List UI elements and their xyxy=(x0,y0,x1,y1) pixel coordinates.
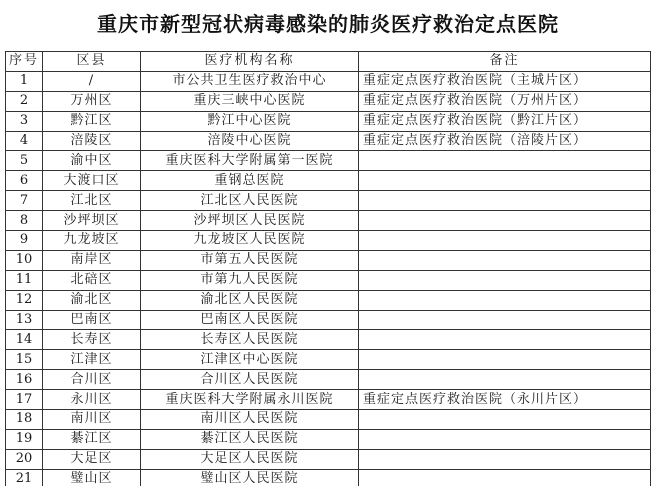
cell-district: / xyxy=(43,71,141,91)
cell-no: 15 xyxy=(6,350,43,370)
table-row xyxy=(6,330,651,350)
cell-district: 涪陵区 xyxy=(43,131,141,151)
cell-note xyxy=(359,310,651,330)
cell-note xyxy=(359,350,651,370)
cell-no: 8 xyxy=(6,211,43,231)
cell-hospital: 重庆医科大学附属第一医院 xyxy=(141,151,359,171)
table-row xyxy=(6,131,651,151)
cell-hospital: 重庆三峡中心医院 xyxy=(141,91,359,111)
cell-hospital: 涪陵中心医院 xyxy=(141,131,359,151)
cell-no: 5 xyxy=(6,151,43,171)
cell-district: 大足区 xyxy=(43,449,141,469)
table-row xyxy=(6,111,651,131)
document-title: 重庆市新型冠状病毒感染的肺炎医疗救治定点医院 xyxy=(97,12,559,36)
header-note: 备注 xyxy=(359,52,651,72)
cell-note xyxy=(359,330,651,350)
table-row xyxy=(6,290,651,310)
cell-hospital: 渝北区人民医院 xyxy=(141,290,359,310)
table-row xyxy=(6,71,651,91)
cell-no: 1 xyxy=(6,71,43,91)
table-row xyxy=(6,270,651,290)
table-row xyxy=(6,171,651,191)
cell-hospital: 江北区人民医院 xyxy=(141,191,359,211)
cell-district: 合川区 xyxy=(43,370,141,390)
cell-district: 渝中区 xyxy=(43,151,141,171)
cell-hospital: 沙坪坝区人民医院 xyxy=(141,211,359,231)
cell-no: 21 xyxy=(6,469,43,486)
cell-note xyxy=(359,449,651,469)
table-row xyxy=(6,191,651,211)
cell-hospital: 大足区人民医院 xyxy=(141,449,359,469)
table-row xyxy=(6,410,651,430)
cell-district: 沙坪坝区 xyxy=(43,211,141,231)
cell-note xyxy=(359,231,651,251)
cell-district: 北碚区 xyxy=(43,270,141,290)
hospital-table xyxy=(5,51,651,486)
table-row xyxy=(6,429,651,449)
cell-hospital: 市第五人民医院 xyxy=(141,250,359,270)
table-row xyxy=(6,350,651,370)
cell-hospital: 市第九人民医院 xyxy=(141,270,359,290)
table-row xyxy=(6,469,651,486)
table-row xyxy=(6,449,651,469)
cell-hospital: 重钢总医院 xyxy=(141,171,359,191)
cell-note: 重症定点医疗救治医院（黔江片区） xyxy=(359,111,651,131)
table-row xyxy=(6,370,651,390)
cell-no: 18 xyxy=(6,410,43,430)
cell-district: 巴南区 xyxy=(43,310,141,330)
cell-district: 黔江区 xyxy=(43,111,141,131)
cell-note xyxy=(359,211,651,231)
cell-district: 大渡口区 xyxy=(43,171,141,191)
cell-hospital: 重庆医科大学附属永川医院 xyxy=(141,390,359,410)
cell-district: 南川区 xyxy=(43,410,141,430)
table-row xyxy=(6,151,651,171)
cell-no: 16 xyxy=(6,370,43,390)
table-body xyxy=(6,71,651,486)
cell-no: 6 xyxy=(6,171,43,191)
cell-hospital: 南川区人民医院 xyxy=(141,410,359,430)
table-row xyxy=(6,250,651,270)
cell-district: 九龙坡区 xyxy=(43,231,141,251)
cell-no: 3 xyxy=(6,111,43,131)
table-header-row xyxy=(6,52,651,72)
header-no: 序号 xyxy=(6,52,43,72)
cell-no: 11 xyxy=(6,270,43,290)
cell-hospital: 綦江区人民医院 xyxy=(141,429,359,449)
cell-district: 江津区 xyxy=(43,350,141,370)
cell-no: 17 xyxy=(6,390,43,410)
header-district: 区县 xyxy=(43,52,141,72)
cell-note xyxy=(359,151,651,171)
cell-district: 长寿区 xyxy=(43,330,141,350)
cell-note xyxy=(359,171,651,191)
cell-note xyxy=(359,270,651,290)
cell-hospital: 巴南区人民医院 xyxy=(141,310,359,330)
cell-note xyxy=(359,290,651,310)
cell-district: 南岸区 xyxy=(43,250,141,270)
cell-hospital: 合川区人民医院 xyxy=(141,370,359,390)
cell-note xyxy=(359,429,651,449)
cell-no: 13 xyxy=(6,310,43,330)
cell-no: 14 xyxy=(6,330,43,350)
cell-no: 7 xyxy=(6,191,43,211)
cell-note xyxy=(359,250,651,270)
cell-no: 9 xyxy=(6,231,43,251)
cell-no: 19 xyxy=(6,429,43,449)
table-row xyxy=(6,310,651,330)
cell-hospital: 九龙坡区人民医院 xyxy=(141,231,359,251)
header-hospital: 医疗机构名称 xyxy=(141,52,359,72)
cell-note xyxy=(359,410,651,430)
cell-note: 重症定点医疗救治医院（主城片区） xyxy=(359,71,651,91)
cell-note: 重症定点医疗救治医院（涪陵片区） xyxy=(359,131,651,151)
cell-note: 重症定点医疗救治医院（万州片区） xyxy=(359,91,651,111)
cell-no: 2 xyxy=(6,91,43,111)
cell-district: 璧山区 xyxy=(43,469,141,486)
table-row xyxy=(6,390,651,410)
cell-hospital: 市公共卫生医疗救治中心 xyxy=(141,71,359,91)
cell-district: 渝北区 xyxy=(43,290,141,310)
cell-district: 綦江区 xyxy=(43,429,141,449)
cell-no: 20 xyxy=(6,449,43,469)
table-row xyxy=(6,231,651,251)
cell-district: 万州区 xyxy=(43,91,141,111)
cell-hospital: 璧山区人民医院 xyxy=(141,469,359,486)
cell-hospital: 长寿区人民医院 xyxy=(141,330,359,350)
cell-note xyxy=(359,191,651,211)
cell-note xyxy=(359,370,651,390)
cell-hospital: 黔江中心医院 xyxy=(141,111,359,131)
cell-district: 永川区 xyxy=(43,390,141,410)
cell-no: 4 xyxy=(6,131,43,151)
cell-district: 江北区 xyxy=(43,191,141,211)
cell-no: 12 xyxy=(6,290,43,310)
table-row xyxy=(6,91,651,111)
cell-no: 10 xyxy=(6,250,43,270)
cell-hospital: 江津区中心医院 xyxy=(141,350,359,370)
cell-note xyxy=(359,469,651,486)
table-row xyxy=(6,211,651,231)
cell-note: 重症定点医疗救治医院（永川片区） xyxy=(359,390,651,410)
